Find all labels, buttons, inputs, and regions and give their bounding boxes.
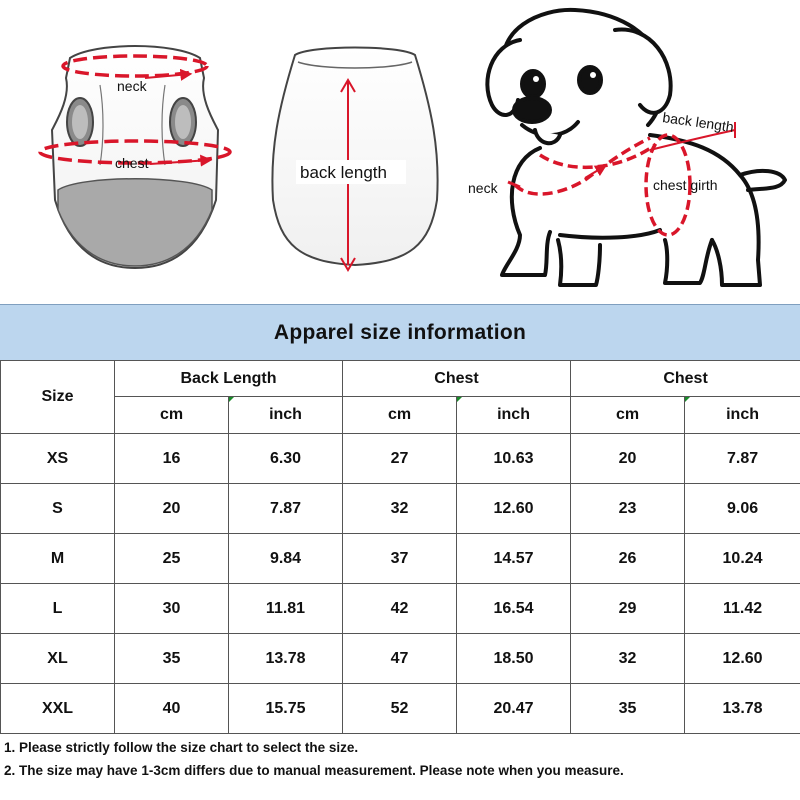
value-cell: 13.78 [685,684,800,734]
front-chest-label: chest [115,155,149,171]
note-line: 1. Please strictly follow the size chart to select the size. [4,740,359,755]
table-row [1,534,800,584]
size-cell: XL [1,634,115,684]
value-cell: 14.57 [457,534,571,584]
value-cell: 11.81 [229,584,343,634]
unit-header [457,397,571,434]
value-cell: 20 [571,434,685,484]
unit-header-text: inch [726,406,759,423]
value-cell: 12.60 [685,634,800,684]
front-neck-label: neck [117,78,147,94]
value-cell: 18.50 [457,634,571,684]
group-header-chest: Chest [343,361,571,397]
value-cell: 10.63 [457,434,571,484]
value-cell: 23 [571,484,685,534]
value-cell: 6.30 [229,434,343,484]
back-length-label: back length [300,163,387,182]
unit-header-text: inch [269,406,302,423]
table-row [1,584,800,634]
unit-header [685,397,800,434]
value-cell: 7.87 [685,434,800,484]
value-cell: 9.84 [229,534,343,584]
value-cell: 35 [115,634,229,684]
cell-marker-icon [229,397,234,402]
dog-illustration [487,10,785,285]
value-cell: 32 [343,484,457,534]
value-cell: 26 [571,534,685,584]
value-cell: 40 [115,684,229,734]
table-row [1,484,800,534]
measurement-illustration [0,0,800,300]
note-line: 2. The size may have 1-3cm differs due to manual measurement. Please note when you measure. [4,763,624,778]
back-vest-figure [272,48,437,271]
table-title: Apparel size information [273,321,527,344]
unit-header: cm [571,397,685,434]
value-cell: 52 [343,684,457,734]
value-cell: 32 [571,634,685,684]
value-cell: 16 [115,434,229,484]
value-cell: 11.42 [685,584,800,634]
unit-header [229,397,343,434]
notes [4,736,794,782]
value-cell: 29 [571,584,685,634]
cell-marker-icon [457,397,462,402]
value-cell: 20 [115,484,229,534]
table-header-row [1,361,800,397]
table-row [1,434,800,484]
value-cell: 25 [115,534,229,584]
size-cell: XS [1,434,115,484]
table-row [1,634,800,684]
cell-marker-icon [685,397,690,402]
unit-header-text: inch [497,406,530,423]
size-table [0,360,800,734]
unit-header: cm [343,397,457,434]
value-cell: 13.78 [229,634,343,684]
value-cell: 47 [343,634,457,684]
value-cell: 7.87 [229,484,343,534]
value-cell: 15.75 [229,684,343,734]
table-unit-row [1,397,800,434]
value-cell: 10.24 [685,534,800,584]
value-cell: 30 [115,584,229,634]
value-cell: 42 [343,584,457,634]
table-title-band [0,304,800,361]
size-cell: L [1,584,115,634]
size-cell: XXL [1,684,115,734]
value-cell: 27 [343,434,457,484]
value-cell: 20.47 [457,684,571,734]
value-cell: 9.06 [685,484,800,534]
size-cell: M [1,534,115,584]
dog-chest-girth-label: chest girth [653,177,718,193]
size-header: Size [1,361,115,434]
size-cell: S [1,484,115,534]
value-cell: 35 [571,684,685,734]
unit-header: cm [115,397,229,434]
value-cell: 37 [343,534,457,584]
table-row [1,684,800,734]
group-header-chest-2: Chest [571,361,800,397]
dog-neck-label: neck [468,180,498,196]
value-cell: 16.54 [457,584,571,634]
group-header-back-length: Back Length [115,361,343,397]
value-cell: 12.60 [457,484,571,534]
dog-back-length-label: back length [661,109,735,135]
